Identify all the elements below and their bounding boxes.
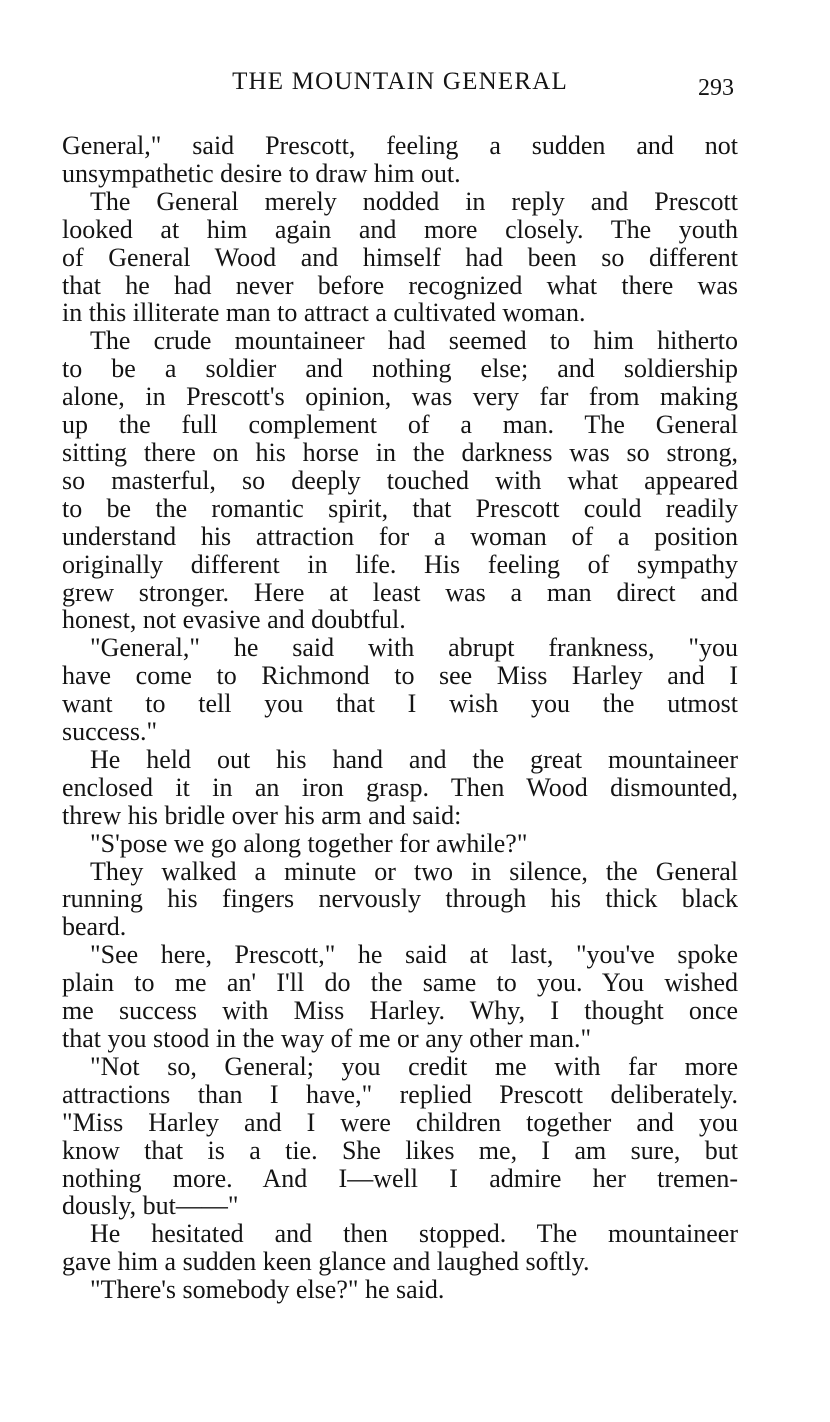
running-title: THE MOUNTAIN GENERAL bbox=[232, 68, 568, 95]
text-line: to be a soldier and nothing else; and soldiership bbox=[62, 354, 738, 384]
paragraph bbox=[62, 1053, 738, 1220]
text-line: gave him a sudden keen glance and laughed softly. bbox=[62, 1247, 590, 1277]
text-line: so masterful, so deeply touched with what appeared bbox=[62, 465, 738, 495]
text-line: understand his attraction for a woman of a position bbox=[62, 521, 738, 551]
paragraph bbox=[62, 830, 738, 858]
text-line: enclosed it in an iron grasp. Then Wood dismounted, bbox=[62, 772, 738, 802]
text-line: up the full complement of a man. The General bbox=[62, 410, 738, 440]
paragraph bbox=[62, 132, 738, 188]
paragraph bbox=[62, 1220, 738, 1276]
text-line: originally different in life. His feeling of sympathy bbox=[62, 549, 738, 579]
text-line: have come to Richmond to see Miss Harley and I bbox=[62, 661, 738, 691]
text-line: General," said Prescott, feeling a sudden and not bbox=[62, 131, 738, 160]
text-line: running his fingers nervously through his thick black bbox=[62, 884, 738, 914]
text-line: "Miss Harley and I were children together and you bbox=[62, 1107, 738, 1137]
text-line: He held out his hand and the great mountaineer bbox=[90, 744, 738, 774]
text-line: "S'pose we go along together for awhile?" bbox=[90, 828, 528, 858]
text-line: honest, not evasive and doubtful. bbox=[62, 605, 406, 635]
text-line: threw his bridle over his arm and said: bbox=[62, 800, 462, 830]
text-line: to be the romantic spirit, that Prescott could readily bbox=[62, 493, 738, 523]
paragraph bbox=[62, 858, 738, 942]
text-line: know that is a tie. She likes me, I am sure, but bbox=[62, 1135, 738, 1165]
paragraph bbox=[62, 188, 738, 328]
text-line: that you stood in the way of me or any other man." bbox=[62, 1024, 592, 1053]
paragraph bbox=[62, 1276, 738, 1304]
text-line: attractions than I have," replied Prescott deliberately. bbox=[62, 1079, 738, 1109]
text-line: plain to me an' I'll do the same to you. You wished bbox=[62, 968, 738, 998]
text-line: success." bbox=[62, 717, 158, 747]
body-text bbox=[62, 132, 738, 1304]
text-line: He hesitated and then stopped. The mountaineer bbox=[90, 1219, 738, 1249]
text-line: unsympathetic desire to draw him out. bbox=[62, 158, 461, 188]
text-line: "See here, Prescott," he said at last, "you've spoke bbox=[90, 940, 738, 970]
text-line: sitting there on his horse in the darkness was so strong, bbox=[62, 437, 738, 467]
text-line: The crude mountaineer had seemed to him hitherto bbox=[90, 326, 738, 356]
text-line: "General," he said with abrupt frankness, "you bbox=[90, 633, 738, 663]
paragraph bbox=[62, 941, 738, 1053]
text-line: beard. bbox=[62, 912, 127, 942]
text-line: that he had never before recognized what there was bbox=[62, 270, 738, 300]
text-line: of General Wood and himself had been so different bbox=[62, 242, 738, 272]
text-line: "Not so, General; you credit me with far more bbox=[90, 1051, 738, 1081]
text-line: "There's somebody else?" he said. bbox=[90, 1275, 445, 1305]
text-line: want to tell you that I wish you the utmost bbox=[62, 689, 738, 719]
text-line: looked at him again and more closely. The youth bbox=[62, 214, 738, 244]
page-number: 293 bbox=[698, 75, 734, 101]
text-line: alone, in Prescott's opinion, was very far from making bbox=[62, 382, 738, 412]
text-line: me success with Miss Harley. Why, I thought once bbox=[62, 996, 738, 1026]
paragraph bbox=[62, 746, 738, 830]
text-line: grew stronger. Here at least was a man direct and bbox=[62, 577, 738, 607]
running-head bbox=[60, 64, 740, 104]
text-line: nothing more. And I—well I admire her tremen- bbox=[62, 1163, 738, 1193]
paragraph bbox=[62, 634, 738, 746]
text-line: They walked a minute or two in silence, the General bbox=[90, 856, 738, 886]
text-line: in this illiterate man to attract a cultivated woman. bbox=[62, 298, 586, 328]
text-line: The General merely nodded in reply and Prescott bbox=[90, 186, 738, 216]
paragraph bbox=[62, 327, 738, 634]
text-line: dously, but——" bbox=[62, 1191, 239, 1221]
